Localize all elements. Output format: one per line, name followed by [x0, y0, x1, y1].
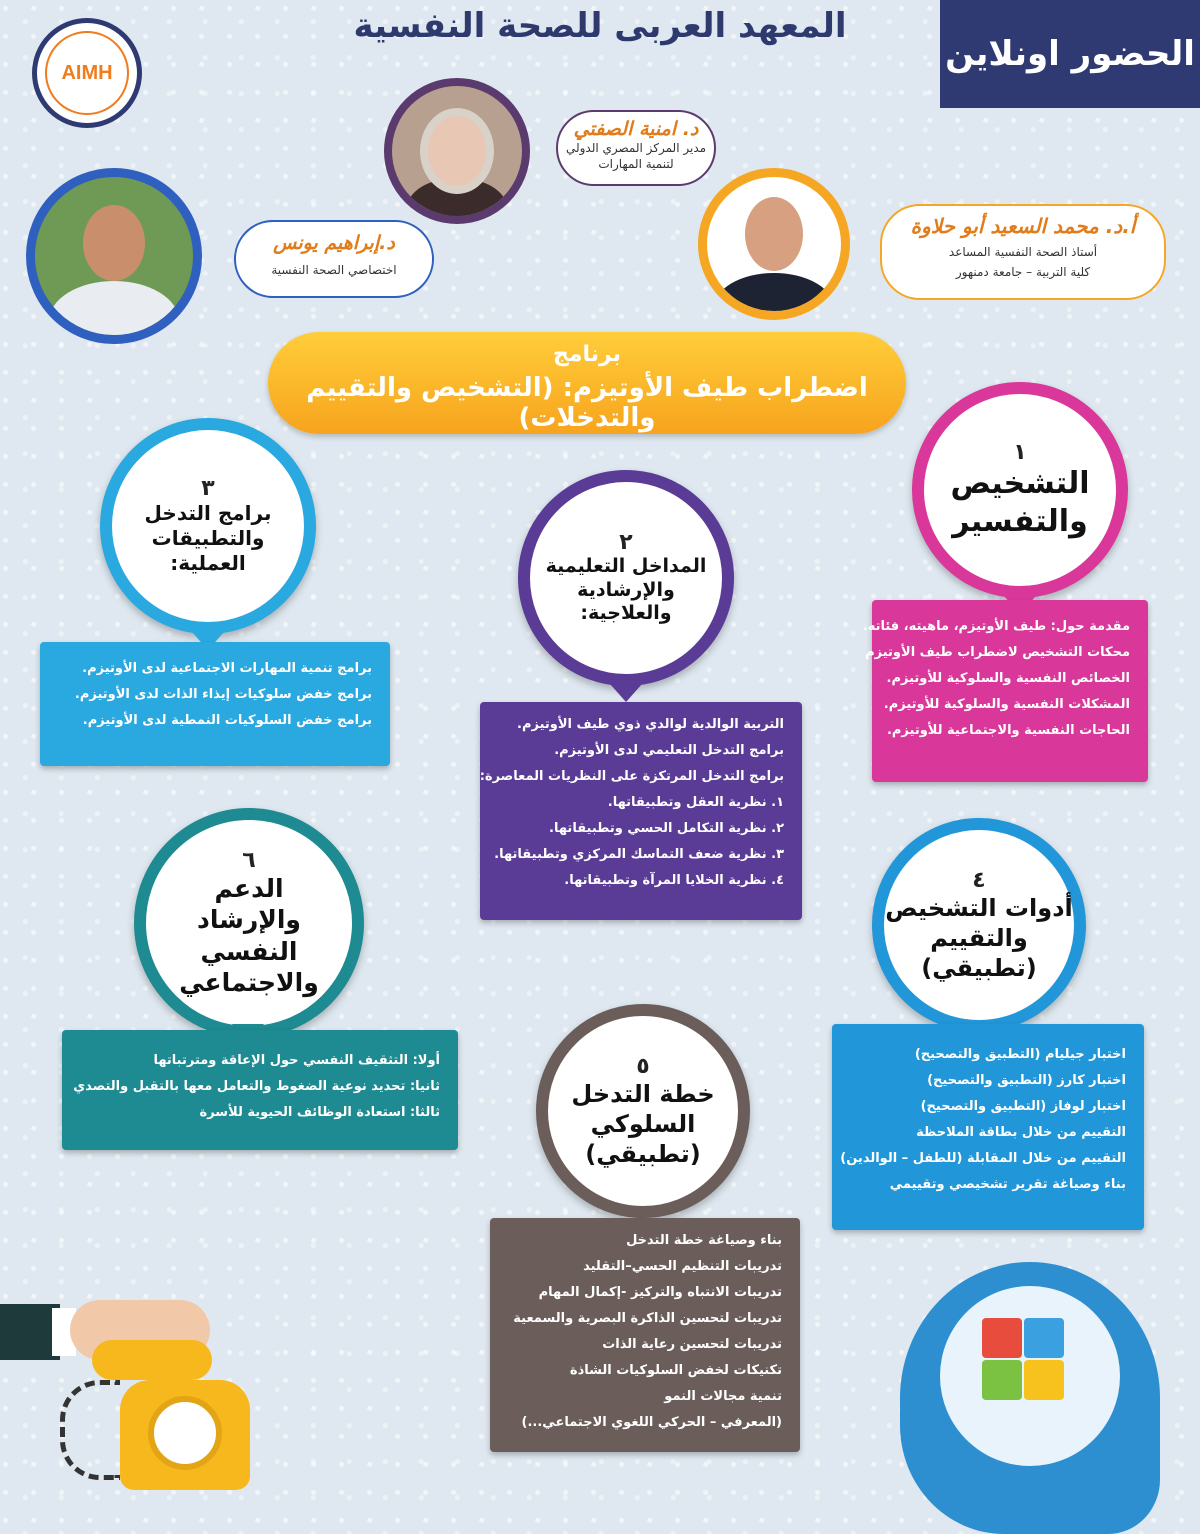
- list-item: الحاجات النفسية والاجتماعية للأوتيزم.: [886, 723, 1130, 738]
- section-number: ٤: [972, 867, 986, 893]
- logo-text: AIMH: [61, 61, 113, 84]
- section-circle-3: [100, 418, 316, 634]
- speaker-title: لتنمية المهارات: [598, 157, 674, 171]
- speaker-name: أ.د. محمد السعيد أبو حلاوة: [910, 214, 1136, 238]
- speaker-title: اختصاصي الصحة النفسية: [271, 263, 397, 277]
- section-title-line: (تطبيقي): [585, 1139, 701, 1168]
- puzzle-green-icon: [982, 1360, 1022, 1400]
- section-title-line: أدوات التشخيص: [885, 893, 1073, 922]
- list-item: برامج تنمية المهارات الاجتماعية لدى الأوتيزم.: [82, 661, 372, 676]
- list-item: برامج خفض السلوكيات النمطية لدى الأوتيزم.: [82, 713, 372, 728]
- section-title-line: السلوكي: [590, 1109, 696, 1138]
- list-item: ٣. نظرية ضعف التماسك المركزي وتطبيقاتها.: [494, 847, 784, 862]
- section-title-line: والإرشاد النفسي: [197, 905, 301, 966]
- list-item: برامج خفض سلوكيات إيذاء الذات لدى الأوتيزم.: [74, 687, 372, 702]
- list-item: أولا: التثقيف النفسي حول الإعاقة ومترتباتها: [153, 1053, 440, 1068]
- list-item: تدريبات لتحسين الذاكرة البصرية والسمعية: [513, 1311, 782, 1326]
- section-number: ٥: [636, 1053, 650, 1079]
- speaker-photo-mohamed: [698, 168, 850, 320]
- avatar-body-icon: [714, 273, 834, 320]
- list-item: تدريبات التنظيم الحسي–التقليد: [583, 1259, 782, 1274]
- section-number: ٢: [619, 529, 633, 555]
- list-item: ١. نظرية العقل وتطبيقاتها.: [607, 795, 784, 810]
- section-box-4: [832, 1024, 1144, 1230]
- speaker-title: كلية التربية – جامعة دمنهور: [955, 265, 1091, 279]
- speaker-title: مدير المركز المصري الدولي: [565, 141, 707, 155]
- list-item: تكنيكات لخفض السلوكيات الشاذة: [569, 1363, 782, 1378]
- puzzle-blue-icon: [1024, 1318, 1064, 1358]
- pointer-icon: [610, 684, 642, 702]
- list-item: الخصائص النفسية والسلوكية للأوتيزم.: [886, 671, 1130, 686]
- list-item: التقييم من خلال بطاقة الملاحظة: [916, 1125, 1126, 1140]
- program-banner: [268, 332, 906, 434]
- list-item: ٤. نظرية الخلايا المرآة وتطبيقاتها.: [564, 873, 784, 888]
- speaker-card-mohamed: [880, 204, 1166, 300]
- section-box-2: [480, 702, 802, 920]
- section-number: ١: [1013, 440, 1027, 465]
- list-item: التربية الوالدية لوالدي ذوي طيف الأوتيزم.: [517, 717, 784, 732]
- section-title-line: والإرشادية والعلاجية:: [577, 578, 675, 625]
- list-item: ثانيا: تحديد نوعية الضغوط والتعامل معها بالتقبل والتصدي: [73, 1079, 440, 1094]
- speaker-title: أستاذ الصحة النفسية المساعد: [948, 245, 1098, 259]
- program-title: اضطراب طيف الأوتيزم: (التشخيص والتقييم والتدخلات): [306, 373, 868, 433]
- section-circle-4: [872, 818, 1086, 1032]
- phone-cord-icon: [60, 1380, 120, 1480]
- telephone-illustration: [0, 1290, 260, 1510]
- list-item: المشكلات النفسية والسلوكية للأوتيزم.: [883, 697, 1130, 712]
- online-attendance-label: الحضور اونلاين: [945, 34, 1195, 74]
- puzzle-red-icon: [982, 1318, 1022, 1358]
- section-title-line: التشخيص: [950, 466, 1090, 501]
- speaker-card-ibrahim: [234, 220, 434, 298]
- section-box-6: [62, 1030, 458, 1150]
- section-box-3: [40, 642, 390, 766]
- list-item: اختبار كارز (التطبيق والتصحيح): [927, 1073, 1126, 1088]
- list-item: (المعرفي – الحركي اللغوي الاجتماعي...): [521, 1415, 782, 1430]
- online-attendance-badge: [940, 0, 1200, 108]
- avatar-head-icon: [83, 205, 145, 281]
- list-item: ثالثا: استعادة الوظائف الحيوية للأسرة: [199, 1105, 440, 1120]
- section-title-line: والتطبيقات العملية:: [151, 526, 265, 575]
- logo-ring-icon: [45, 31, 129, 115]
- head-puzzle-illustration: [900, 1262, 1200, 1534]
- list-item: تدريبات لتحسين رعاية الذات: [602, 1337, 782, 1352]
- list-item: مقدمة حول: طيف الأوتيزم، ماهيته، فئاته.: [862, 619, 1130, 634]
- speaker-card-omnia: [556, 110, 716, 186]
- list-item: بناء وصياغة تقرير تشخيصي وتقييمي: [889, 1177, 1126, 1192]
- section-number: ٣: [201, 476, 215, 501]
- section-number: ٦: [242, 848, 256, 873]
- institute-logo: [32, 18, 142, 128]
- speaker-name: د.إبراهيم يونس: [273, 232, 395, 254]
- list-item: التقييم من خلال المقابلة (للطفل – الوالدين): [840, 1151, 1126, 1166]
- avatar-head-icon: [745, 197, 803, 271]
- section-title-line: والاجتماعي: [179, 967, 319, 997]
- section-title-line: برامج التدخل: [144, 501, 272, 525]
- speaker-photo-omnia: [384, 78, 530, 224]
- avatar-body-icon: [49, 281, 179, 344]
- list-item: اختبار جيليام (التطبيق والتصحيح): [914, 1047, 1126, 1062]
- list-item: برامج التدخل التعليمي لدى الأوتيزم.: [554, 743, 784, 758]
- section-title-line: والتفسير: [952, 503, 1088, 539]
- handset-icon: [92, 1340, 212, 1380]
- section-box-1: [862, 600, 1148, 782]
- section-title-line: الدعم: [214, 874, 284, 903]
- section-title-line: خطة التدخل: [571, 1079, 715, 1108]
- rotary-dial-icon: [148, 1396, 222, 1470]
- list-item: برامج التدخل المرتكزة على النظريات المعاصرة:: [479, 769, 784, 784]
- list-item: ٢. نظرية التكامل الحسي وتطبيقاتها.: [549, 821, 784, 836]
- list-item: تنمية مجالات النمو: [664, 1389, 782, 1404]
- section-circle-5: [536, 1004, 750, 1218]
- speaker-name: د. امنية الصفتي: [573, 118, 699, 140]
- list-item: بناء وصياغة خطة التدخل: [626, 1233, 782, 1248]
- section-circle-6: [134, 808, 364, 1038]
- avatar-head-icon: [420, 108, 494, 194]
- program-label: برنامج: [553, 342, 621, 367]
- list-item: اختبار لوفاز (التطبيق والتصحيح): [920, 1099, 1126, 1114]
- section-circle-2: [518, 470, 734, 686]
- section-title-line: (تطبيقي): [921, 953, 1037, 982]
- list-item: محكات التشخيص لاضطراب طيف الأوتيزم: [865, 645, 1130, 660]
- section-title-line: المداخل التعليمية: [545, 554, 707, 577]
- sleeve-icon: [0, 1304, 60, 1360]
- section-box-5: [490, 1218, 800, 1452]
- section-title-line: والتقييم: [930, 923, 1028, 952]
- section-circle-1: [912, 382, 1128, 598]
- list-item: تدريبات الانتباه والتركيز -إكمال المهام: [538, 1285, 782, 1300]
- institute-title: المعهد العربى للصحة النفسية: [353, 6, 847, 46]
- puzzle-yellow-icon: [1024, 1360, 1064, 1400]
- speaker-photo-ibrahim: [26, 168, 202, 344]
